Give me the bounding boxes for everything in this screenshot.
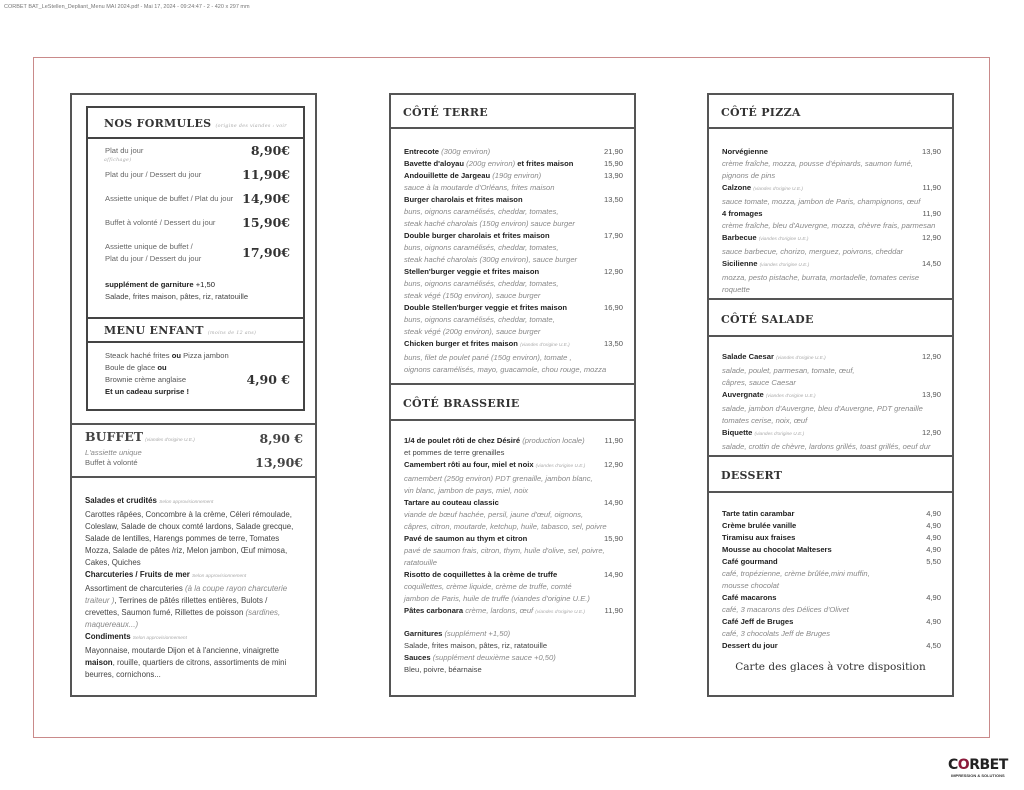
menu-item (722, 427, 941, 453)
item-price: 11,90 (604, 436, 623, 445)
item-title (404, 230, 550, 242)
item-name: Pâtes carbonara (404, 606, 464, 615)
enfant-title: MENU ENFANT (104, 324, 204, 337)
text-segment: Carottes râpées, Concombre à la crème, Céleri rémoulade, (85, 510, 293, 519)
item-description: câpres, sauce Caesar (722, 378, 796, 387)
item-row (722, 556, 941, 568)
item-row (722, 208, 941, 220)
item-description: câpres, citron, moutarde, ketchup, huile, tabasco, sel, poivre (404, 522, 607, 531)
item-description: steak végé (200g environ), sauce burger (404, 327, 541, 336)
item-row (404, 569, 623, 581)
menu-item (404, 266, 623, 302)
item-row (722, 544, 941, 556)
item-price: 12,90 (921, 352, 941, 361)
item-description: café, 3 macarons des Délices d'Olivet (722, 605, 849, 614)
item-name: Camembert rôti au four, miel et noix (404, 460, 534, 469)
item-name: Bavette d'aloyau (404, 159, 465, 168)
buffet-category-text (85, 669, 304, 681)
terre-list (404, 146, 623, 376)
item-description: salade, poulet, parmesan, tomate, œuf, (722, 366, 855, 375)
item-description: sauce tomate, mozza, jambon de Paris, champignons, œuf (722, 197, 921, 206)
item-inline-note: crème, lardons, œuf (465, 606, 534, 615)
text-segment: beurres, cornichons... (85, 670, 161, 679)
item-name: Dessert du jour (722, 641, 778, 650)
item-name: Tiramisu aux fraises (722, 533, 796, 542)
buffet-category-title: Salades et crudités (85, 496, 157, 505)
text-segment: Mozza, Salade de pâtes /riz, Melon jambon, Œuf mimosa, (85, 546, 288, 555)
item-row (404, 533, 623, 545)
item-inline-note: (190g environ) (492, 171, 542, 180)
formule-price: 14,90€ (242, 191, 290, 206)
item-description: buns, oignons caramélisés, cheddar, tomates, (404, 243, 559, 252)
enfant-line: Et un cadeau surprise ! (105, 387, 189, 396)
item-row (722, 232, 941, 246)
supplement-price: +1,50 (195, 280, 215, 289)
item-description: ratatouille (404, 558, 437, 567)
item-name: Tarte tatin carambar (722, 509, 795, 518)
item-row (722, 146, 941, 158)
item-title (404, 459, 585, 473)
item-title (722, 520, 796, 532)
enfant-line: Steack haché frites (105, 351, 172, 360)
enfant-header (88, 317, 303, 343)
item-description: vin blanc, jambon de pays, miel, noix (404, 486, 529, 495)
item-title (722, 544, 832, 556)
menu-item (722, 389, 941, 427)
item-description: café, tropézienne, crème brûlée,mini muffin, (722, 569, 870, 578)
menu-item (404, 170, 623, 194)
item-title (404, 158, 573, 170)
item-description: steak végé (150g environ), sauce burger (404, 291, 541, 300)
garnitures-text: Salade, frites maison, pâtes, riz, ratatouille (404, 641, 548, 650)
panel-formules-buffet (70, 93, 317, 697)
menu-item (404, 605, 623, 619)
item-name: Café gourmand (722, 557, 778, 566)
formule-label: Assiette unique de buffet / Plat du jour (105, 194, 234, 203)
item-name: Double Stellen'burger veggie et frites maison (404, 303, 567, 312)
buffet-volonte: Buffet à volonté (85, 458, 138, 467)
menu-item (722, 520, 941, 532)
text-segment: crevettes, Saumon fumé, Rillettes de poisson (85, 608, 246, 617)
item-row (404, 338, 623, 352)
sauces-title: Sauces (404, 653, 431, 662)
item-name: Pavé de saumon au thym et citron (404, 534, 528, 543)
item-title (722, 182, 803, 196)
buffet-category (85, 495, 304, 509)
item-price: 11,90 (604, 606, 623, 615)
buffet-category-text (85, 533, 304, 545)
item-row (404, 230, 623, 242)
item-title (404, 605, 585, 619)
dessert-header: DESSERT (709, 455, 952, 493)
item-price: 15,90 (603, 159, 623, 168)
item-name: Auvergnate (722, 390, 764, 399)
item-title (722, 592, 776, 604)
item-title (722, 640, 778, 652)
item-description: camembert (250g environ) PDT grenaille, jambon blanc, (404, 474, 593, 483)
garnitures-note: (supplément +1,50) (444, 629, 511, 638)
item-row (722, 351, 941, 365)
item-name: Café macarons (722, 593, 777, 602)
garnitures-title: Garnitures (404, 629, 443, 638)
item-origin-note: (viandes d'origine U.E.) (758, 237, 809, 242)
menu-item (404, 459, 623, 497)
formule-label: Plat du jour (105, 146, 144, 155)
item-price: 5,50 (926, 557, 941, 566)
buffet-category-note: Selon approvisionnement (192, 574, 247, 579)
item-row (404, 605, 623, 619)
item-price: 21,90 (603, 147, 623, 156)
item-description: crème fraîche, mozza, pousse d'épinards, saumon fumé, (722, 159, 913, 168)
item-description: jambon de Paris, huile de truffe (viandes d'origine U.E.) (404, 594, 590, 603)
menu-item (404, 302, 623, 338)
text-segment: Coleslaw, Salade de choux comté lardons, Salade grecque, (85, 522, 294, 531)
sauces-note: (supplément deuxième sauce +0,50) (432, 653, 556, 662)
item-price: 14,90 (603, 570, 623, 579)
item-origin-note: (viandes d'origine U.E.) (535, 464, 586, 469)
formule-price: 11,90€ (242, 167, 290, 182)
item-row (404, 266, 623, 278)
text-segment: maquereaux...) (85, 620, 139, 629)
item-origin-note: (viandes d'origine U.E.) (753, 187, 803, 192)
item-title (404, 338, 570, 352)
formule-label-2: Plat du jour / Dessert du jour (105, 254, 202, 263)
item-row (404, 302, 623, 314)
text-segment: Assortiment de charcuteries (85, 584, 185, 593)
enfant-line: Boule de glace (105, 363, 158, 372)
menu-item (722, 351, 941, 389)
divider (72, 476, 315, 478)
item-price: 15,90 (603, 534, 623, 543)
item-price: 4,50 (926, 641, 941, 650)
buffet-category (85, 569, 304, 583)
buffet-category-title: Condiments (85, 632, 131, 641)
buffet-list (85, 495, 304, 681)
formule-price: 8,90€ (250, 143, 290, 158)
enfant-note: (moins de 12 ans) (207, 331, 257, 336)
buffet-category-text (85, 595, 304, 607)
enfant-or: ou (171, 351, 181, 360)
panel-terre-brasserie (389, 93, 636, 697)
item-name: Calzone (722, 183, 752, 192)
item-title (404, 435, 585, 447)
item-origin-note: (viandes d'origine U.E.) (776, 356, 826, 361)
brasserie-list (404, 435, 623, 619)
formules-note: (origine des viandes : voir affichage) (104, 124, 287, 163)
item-price: 4,90 (926, 509, 941, 518)
item-name-suffix: et frites maison (515, 159, 574, 168)
item-title (404, 194, 523, 206)
item-title (404, 497, 499, 509)
item-price: 4,90 (926, 617, 941, 626)
item-title (722, 532, 795, 544)
text-segment: Mayonnaise, moutarde Dijon et à l'ancienne, vinaigrette (85, 646, 280, 655)
buffet-category-text (85, 645, 304, 657)
menu-item (404, 533, 623, 569)
menu-item (722, 544, 941, 556)
extras (404, 628, 623, 676)
enfant-line: Brownie crème anglaise (105, 375, 187, 384)
text-segment: Cakes, Quiches (85, 558, 141, 567)
file-header: CORBET BAT_LeStellen_Depliant_Menu MAI 2024.pdf - Mai 17, 2024 - 09:24:47 - 2 - 420 x 297 mm (4, 4, 250, 10)
item-description: salade, crottin de chèvre, lardons grillés, toast grillés, oeuf dur (722, 442, 931, 451)
menu-item (722, 616, 941, 640)
item-title (722, 258, 809, 272)
item-description: buns, oignons caramélisés, cheddar, tomates, (404, 279, 559, 288)
buffet-title: BUFFET (85, 429, 144, 444)
buffet-price-1: 8,90 € (259, 431, 303, 446)
brasserie-header: CÔTÉ BRASSERIE (391, 383, 634, 421)
item-price: 11,90 (922, 209, 941, 218)
item-name: Tartare au couteau classic (404, 498, 499, 507)
item-description: buns, oignons caramélisés, cheddar, tomates, (404, 207, 559, 216)
text-segment: Salade de lentilles, Harengs pommes de terre, Tomates (85, 534, 280, 543)
item-price: 4,90 (926, 593, 941, 602)
dessert-list (722, 508, 941, 652)
item-price: 4,90 (926, 545, 941, 554)
formule-label: Plat du jour / Dessert du jour (105, 170, 202, 179)
salade-list (722, 351, 941, 453)
buffet-category-text (85, 509, 304, 521)
supplement-label: supplément de garniture (105, 280, 194, 289)
menu-item (722, 592, 941, 616)
menu-item (404, 569, 623, 605)
item-row (404, 497, 623, 509)
buffet-category-text (85, 583, 304, 595)
item-title (722, 232, 808, 246)
item-row (404, 146, 623, 158)
item-name: Stellen'burger veggie et frites maison (404, 267, 540, 276)
item-row (404, 170, 623, 182)
item-row (722, 258, 941, 272)
item-description: buns, filet de poulet pané (150g environ), tomate , (404, 353, 572, 362)
formule-label: Buffet à volonté / Dessert du jour (105, 218, 216, 227)
sauces-text: Bleu, poivre, béarnaise (404, 665, 482, 674)
menu-item (404, 194, 623, 230)
item-row (722, 520, 941, 532)
menu-item (722, 182, 941, 208)
item-title (722, 389, 816, 403)
panel-pizza-salade-dessert (707, 93, 954, 697)
menu-item (722, 208, 941, 232)
item-row (404, 158, 623, 170)
item-row (722, 389, 941, 403)
item-description: roquette (722, 285, 750, 294)
item-description: steak haché charolais (150g environ) sauce burger (404, 219, 575, 228)
item-row (722, 508, 941, 520)
item-price: 14,50 (921, 259, 941, 268)
item-row (722, 592, 941, 604)
supplement-list: Salade, frites maison, pâtes, riz, ratatouille (105, 292, 249, 301)
text-segment: , Terrines de pâtés rillettes entières, Bulots / (114, 596, 268, 605)
menu-item (722, 640, 941, 652)
item-price: 12,90 (921, 428, 941, 437)
item-inline-note: (200g environ) (466, 159, 516, 168)
buffet-category-text (85, 545, 304, 557)
item-price: 4,90 (926, 533, 941, 542)
item-row (404, 459, 623, 473)
text-bold: maison (85, 658, 113, 667)
item-title (722, 146, 768, 158)
buffet-category-note: Selon approvisionnement (159, 500, 214, 505)
item-description: tomates cerise, noix, œuf (722, 416, 808, 425)
text-segment: , rouille, quartiers de citrons, assortiments de mini (112, 658, 287, 667)
item-name: Entrecote (404, 147, 440, 156)
item-title (404, 266, 539, 278)
item-name: Biquette (722, 428, 753, 437)
item-row (722, 427, 941, 441)
buffet-category-text (85, 619, 304, 631)
buffet-assiette: L'assiette unique (85, 448, 142, 457)
item-name: Sicilienne (722, 259, 758, 268)
item-description: pavé de saumon frais, citron, thym, huile d'olive, sel, poivre, (404, 546, 605, 555)
item-origin-note: (viandes d'origine U.E.) (520, 343, 570, 348)
buffet-category (85, 631, 304, 645)
item-title (722, 351, 826, 365)
item-inline-note: (300g environ) (441, 147, 491, 156)
item-row (404, 435, 623, 447)
item-origin-note: (viandes d'origine U.E.) (535, 610, 586, 615)
buffet-category-title: Charcuteries / Fruits de mer (85, 570, 190, 579)
item-description: pignons de pins (722, 171, 776, 180)
item-description: salade, jambon d'Auvergne, bleu d'Auvergne, PDT grenaille (722, 404, 923, 413)
buffet-category-text (85, 521, 304, 533)
menu-item (404, 230, 623, 266)
item-origin-note: (viandes d'origine U.E.) (754, 432, 805, 437)
item-description: mozza, pesto pistache, burrata, mortadelle, tomates cerise (722, 273, 920, 282)
item-description: buns, oignons caramélisés, cheddar, tomate, (404, 315, 555, 324)
item-title (722, 508, 794, 520)
menu-item (722, 508, 941, 520)
item-description: sauce à la moutarde d'Orléans, frites maison (404, 183, 555, 192)
item-title (722, 427, 804, 441)
item-price: 4,90 (926, 521, 941, 530)
pizza-list (722, 146, 941, 296)
item-origin-note: (viandes d'origine U.E.) (765, 394, 816, 399)
menu-item (404, 158, 623, 170)
item-row (722, 532, 941, 544)
item-description: sauce barbecue, chorizo, merguez, poivrons, cheddar (722, 247, 904, 256)
item-description: mousse chocolat (722, 581, 779, 590)
item-title (722, 556, 778, 568)
item-name: Double burger charolais et frites maison (404, 231, 550, 240)
formule-label: Assiette unique de buffet / (105, 242, 193, 251)
item-description: steak haché charolais (300g environ), sauce burger (404, 255, 578, 264)
item-title (722, 616, 793, 628)
item-row (722, 182, 941, 196)
item-title (404, 569, 557, 581)
corbet-logo: CORBET IMPRESSION & SOLUTIONS (948, 757, 1008, 778)
item-name: Café Jeff de Bruges (722, 617, 794, 626)
terre-header: CÔTÉ TERRE (391, 95, 634, 129)
enfant-price: 4,90 € (246, 372, 290, 387)
item-name: Chicken burger et frites maison (404, 339, 518, 348)
item-price: 12,90 (921, 233, 941, 242)
item-row (722, 640, 941, 652)
item-row (722, 616, 941, 628)
item-description: viande de bœuf hachée, persil, jaune d'œuf, oignons, (404, 510, 584, 519)
item-description: crème fraîche, bleu d'Auvergne, mozza, chèvre frais, parmesan (722, 221, 936, 230)
buffet-note: (viandes d'origine U.E.) (145, 438, 195, 443)
buffet-category-text (85, 607, 304, 619)
pizza-header: CÔTÉ PIZZA (709, 95, 952, 129)
item-name: 4 fromages (722, 209, 763, 218)
menu-item (722, 146, 941, 182)
item-price: 16,90 (603, 303, 623, 312)
item-description: café, 3 chocolats Jeff de Bruges (722, 629, 831, 638)
text-segment: (sardines, (245, 608, 281, 617)
item-name: Andouillette de Jargeau (404, 171, 491, 180)
item-title (722, 208, 763, 220)
menu-item (722, 532, 941, 544)
enfant-line: Pizza jambon (180, 351, 229, 360)
item-name-cont: et pommes de terre grenailles (404, 448, 505, 457)
item-name: 1/4 de poulet rôti de chez Désiré (404, 436, 521, 445)
item-price: 13,50 (603, 339, 623, 348)
item-description: oignons caramélisés, mayo, guacamole, chou rouge, mozza (404, 365, 607, 374)
item-price: 12,90 (603, 267, 623, 276)
menu-item (404, 497, 623, 533)
menu-item (404, 338, 623, 376)
item-origin-note: (viandes d'origine U.E.) (759, 263, 810, 268)
item-price: 13,50 (603, 195, 623, 204)
menu-item (404, 146, 623, 158)
enfant-or: ou (157, 363, 167, 372)
item-name: Crème brulée vanille (722, 521, 797, 530)
item-title (404, 533, 527, 545)
formules-box (86, 106, 305, 411)
text-segment: traiteur ) (85, 596, 115, 605)
item-price: 12,90 (603, 460, 623, 469)
salade-header: CÔTÉ SALADE (709, 298, 952, 337)
item-name: Salade Caesar (722, 352, 774, 361)
item-title (404, 146, 490, 158)
buffet-category-text (85, 557, 304, 569)
item-price: 13,90 (603, 171, 623, 180)
divider (72, 423, 315, 425)
glaces-note: Carte des glaces à votre disposition (735, 661, 926, 673)
buffet-price-2: 13,90€ (255, 455, 303, 470)
menu-item (722, 232, 941, 258)
item-price: 13,90 (921, 390, 941, 399)
item-row (404, 194, 623, 206)
formule-price: 17,90€ (242, 245, 290, 260)
item-price: 13,90 (921, 147, 941, 156)
item-price: 11,90 (922, 183, 941, 192)
item-description: coquillettes, crème liquide, crème de truffe, comté (404, 582, 572, 591)
menu-item (722, 556, 941, 592)
item-name: Norvégienne (722, 147, 768, 156)
menu-item (722, 258, 941, 296)
item-inline-note: (production locale) (522, 436, 585, 445)
item-title (404, 170, 541, 182)
item-name: Mousse au chocolat Maltesers (722, 545, 832, 554)
item-title (404, 302, 567, 314)
buffet-category-text (85, 657, 304, 669)
item-price: 17,90 (603, 231, 623, 240)
buffet-category-note: Selon approvisionnement (132, 636, 187, 641)
formules-title: NOS FORMULES (104, 117, 212, 130)
formule-price: 15,90€ (242, 215, 290, 230)
item-name: Risotto de coquillettes à la crème de truffe (404, 570, 558, 579)
item-price: 14,90 (603, 498, 623, 507)
item-name: Burger charolais et frites maison (404, 195, 523, 204)
menu-item (404, 435, 623, 459)
text-segment: (à la coupe rayon charcuterie (185, 584, 288, 593)
item-name: Barbecue (722, 233, 757, 242)
